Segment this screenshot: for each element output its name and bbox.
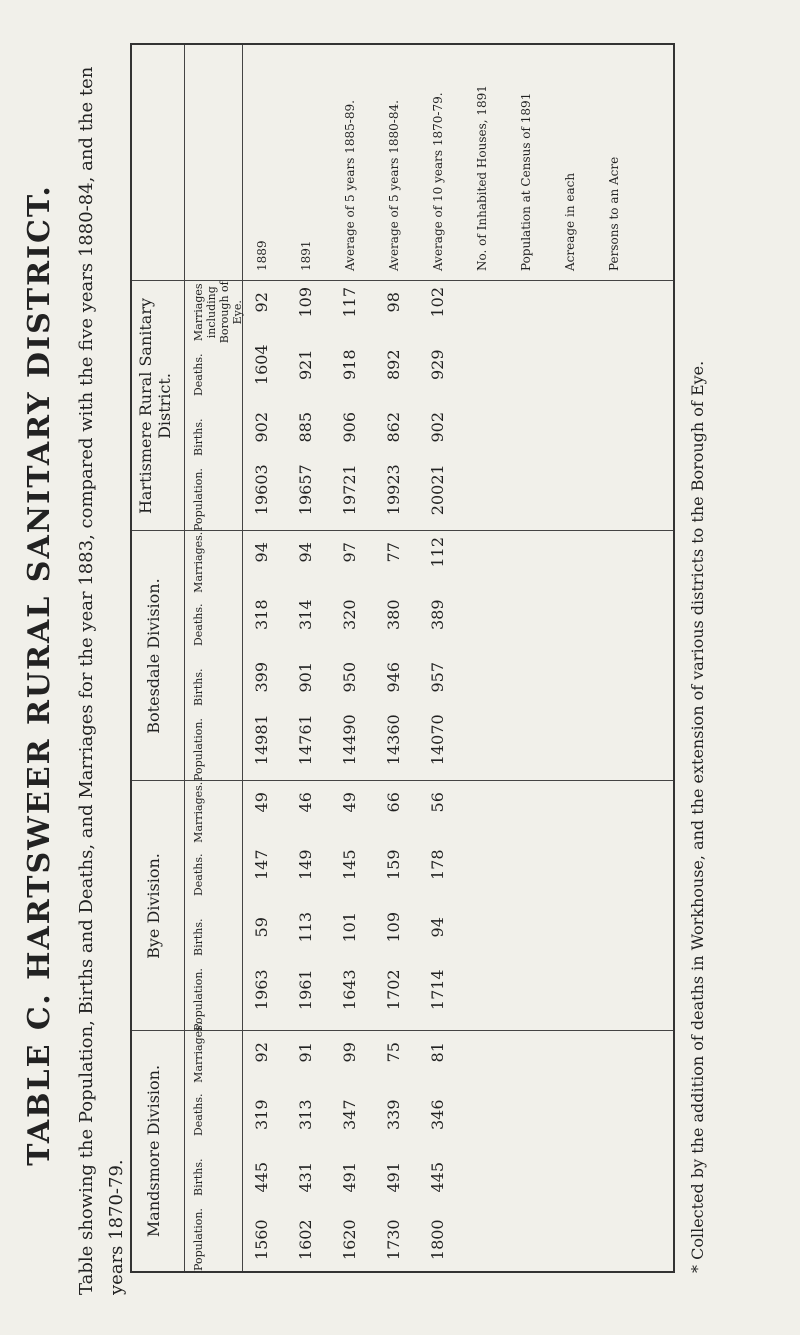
table-cell: 314: [296, 599, 315, 631]
table-cell: 1961: [296, 969, 315, 1011]
table-cell: 14981: [252, 714, 271, 766]
table-cell: 56: [428, 792, 447, 813]
table-cell: 319: [252, 1099, 271, 1131]
table-cell: 147: [252, 849, 271, 881]
table-cell: 99: [340, 1042, 359, 1063]
group-header-botesdale: Botesdale Division.: [144, 578, 163, 734]
table-cell: 66: [384, 792, 403, 813]
table-cell: 94: [296, 542, 315, 563]
column-header: Marriages.: [192, 781, 205, 843]
table-cell: 445: [252, 1161, 271, 1193]
table-cell: 46: [296, 792, 315, 813]
column-header: Deaths.: [192, 1093, 205, 1137]
table-cell: 892: [384, 349, 403, 381]
table-cell: 178: [428, 849, 447, 881]
table-cell: 101: [340, 911, 359, 943]
row-label: Acreage in each: [563, 172, 577, 271]
table-cell: 14490: [340, 714, 359, 766]
row-label: Persons to an Acre: [607, 156, 621, 271]
table-cell: 1643: [340, 969, 359, 1011]
table-cell: 318: [252, 599, 271, 631]
table-cell: 929: [428, 349, 447, 381]
row-label: 1889: [255, 240, 269, 271]
table-cell: 957: [428, 661, 447, 693]
table-cell: 102: [428, 286, 447, 318]
table-cell: 109: [296, 286, 315, 318]
column-header: Population.: [192, 468, 205, 531]
column-header: Births.: [192, 1158, 205, 1197]
table-cell: 320: [340, 599, 359, 631]
table-cell: 380: [384, 599, 403, 631]
column-header: Births.: [192, 668, 205, 707]
row-label: 1891: [299, 240, 313, 271]
table-cell: 399: [252, 661, 271, 693]
table-cell: 1560: [252, 1219, 271, 1261]
row-label: Average of 5 years 1880-84.: [387, 100, 401, 271]
table-cell: 81: [428, 1042, 447, 1063]
table-cell: 901: [296, 661, 315, 693]
table-cell: 431: [296, 1161, 315, 1193]
table-cell: 98: [384, 292, 403, 313]
table-cell: 75: [384, 1042, 403, 1063]
column-header: Marriages.: [192, 1021, 205, 1083]
table-cell: 1702: [384, 969, 403, 1011]
table-cell: 1730: [384, 1219, 403, 1261]
table-cell: 49: [252, 792, 271, 813]
table-cell: 862: [384, 411, 403, 443]
table-cell: 159: [384, 849, 403, 881]
table-cell: 950: [340, 661, 359, 693]
table-cell: 445: [428, 1161, 447, 1193]
table-cell: 19923: [384, 464, 403, 516]
table-cell: 313: [296, 1099, 315, 1131]
table-cell: 885: [296, 411, 315, 443]
column-header: Marriages including Borough of Eye.: [192, 281, 244, 344]
table-cell: 347: [340, 1099, 359, 1131]
page-subtitle: Table showing the Population, Births and Deaths, and Marriages for the year 1883, compared with the five years 1880-84, and the ten years 1870-79.: [76, 66, 127, 1295]
table-cell: 19657: [296, 464, 315, 516]
table-cell: 902: [428, 411, 447, 443]
table-cell: 1714: [428, 969, 447, 1011]
table-cell: 339: [384, 1099, 403, 1131]
table-cell: 491: [340, 1161, 359, 1193]
table-cell: 19603: [252, 464, 271, 516]
table-cell: 902: [252, 411, 271, 443]
table-footnote: * Collected by the addition of deaths in Workhouse, and the extension of various districts to the Borough of Eye.: [688, 360, 707, 1273]
table-cell: 113: [296, 911, 315, 943]
column-header: Population.: [192, 718, 205, 781]
row-label: Average of 5 years 1885-89.: [343, 100, 357, 271]
statistics-table: [130, 43, 675, 1273]
table-cell: 1963: [252, 969, 271, 1011]
table-cell: 918: [340, 349, 359, 381]
table-cell: 389: [428, 599, 447, 631]
table-cell: 97: [340, 542, 359, 563]
table-cell: 109: [384, 911, 403, 943]
group-header-eye: Bye Division.: [144, 853, 163, 959]
table-cell: 1602: [296, 1219, 315, 1261]
table-cell: 94: [252, 542, 271, 563]
row-label: No. of Inhabited Houses, 1891: [475, 85, 489, 271]
column-header: Population.: [192, 1208, 205, 1271]
column-header: Deaths.: [192, 353, 205, 397]
table-cell: 946: [384, 661, 403, 693]
table-cell: 59: [252, 917, 271, 938]
table-cell: 117: [340, 286, 359, 318]
table-cell: 92: [252, 1042, 271, 1063]
table-cell: 14070: [428, 714, 447, 766]
table-cell: 145: [340, 849, 359, 881]
row-label: Population at Census of 1891: [519, 92, 533, 271]
table-cell: 94: [428, 917, 447, 938]
table-cell: 14360: [384, 714, 403, 766]
table-cell: 491: [384, 1161, 403, 1193]
table-cell: 1604: [252, 344, 271, 386]
column-header: Population.: [192, 968, 205, 1031]
column-header: Deaths.: [192, 853, 205, 897]
group-header-hartismere: Hartismere Rural Sanitary District.: [136, 297, 174, 515]
table-cell: 1620: [340, 1219, 359, 1261]
row-label: Average of 10 years 1870-79.: [431, 92, 445, 271]
group-header-mandsmore: Mandsmore Division.: [144, 1064, 163, 1238]
table-cell: 77: [384, 542, 403, 563]
column-header: Births.: [192, 418, 205, 457]
table-cell: 19721: [340, 464, 359, 516]
table-cell: 112: [428, 536, 447, 568]
table-cell: 20021: [428, 464, 447, 516]
table-cell: 906: [340, 411, 359, 443]
column-header: Marriages.: [192, 531, 205, 593]
page-title: TABLE C. HARTSWEER RURAL SANITARY DISTRICT.: [22, 184, 57, 1166]
column-header: Births.: [192, 918, 205, 957]
table-cell: 49: [340, 792, 359, 813]
table-cell: 1800: [428, 1219, 447, 1261]
table-cell: 14761: [296, 714, 315, 766]
table-cell: 921: [296, 349, 315, 381]
table-cell: 91: [296, 1042, 315, 1063]
table-cell: 92: [252, 292, 271, 313]
column-header: Deaths.: [192, 603, 205, 647]
table-cell: 149: [296, 849, 315, 881]
table-cell: 346: [428, 1099, 447, 1131]
